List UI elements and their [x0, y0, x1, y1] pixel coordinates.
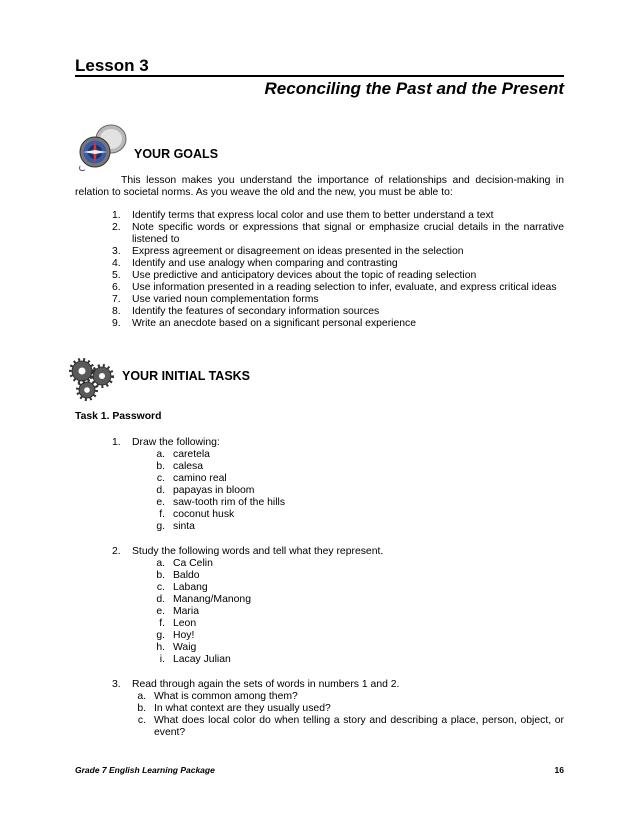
goals-list [112, 210, 564, 330]
header-rule [75, 75, 564, 77]
task-title: Task 1. Password [75, 411, 162, 422]
list-item: 6. Use information presented in a reading selection to infer, evaluate, and express critical ideas [112, 282, 557, 293]
goals-heading: YOUR GOALS [134, 147, 219, 161]
list-item: 8. Identify the features of secondary information sources [112, 306, 380, 317]
gears-icon [67, 356, 117, 402]
footer-title: Grade 7 English Learning Package [75, 765, 215, 775]
lesson-number: Lesson 3 [75, 56, 149, 75]
list-item: 9. Write an anecdote based on a significant personal experience [112, 318, 417, 329]
list-item: 1. Identify terms that express local color and use them to better understand a text [112, 210, 494, 221]
list-item: 7. Use varied noun complementation forms [112, 294, 319, 305]
list-item: 4. Identify and use analogy when comparing and contrasting [112, 258, 398, 269]
compass-icon [73, 122, 131, 174]
lesson-title: Reconciling the Past and the Present [264, 79, 564, 98]
question-text: Read through again the sets of words in numbers 1 and 2. [132, 679, 400, 690]
question-number: 2. [112, 546, 121, 557]
question-text: Draw the following: [132, 437, 220, 448]
question-number: 3. [112, 679, 121, 690]
page-number: 16 [554, 765, 564, 775]
question-number: 1. [112, 437, 121, 448]
question-text: Study the following words and tell what they represent. [132, 546, 384, 557]
list-item: 3. Express agreement or disagreement on ideas presented in the selection [112, 246, 464, 257]
list-item: 5. Use predictive and anticipatory devices about the topic of reading selection [112, 270, 477, 281]
goals-intro: This lesson makes you understand the importance of relationships and decision-making in relation to societal norms. As you weave the old and the new, you must be able to: [75, 175, 564, 198]
list-item: 2. Note specific words or expressions that signal or emphasize crucial details in the narrative listened to [112, 222, 564, 245]
initial-tasks-heading: YOUR INITIAL TASKS [122, 369, 251, 383]
